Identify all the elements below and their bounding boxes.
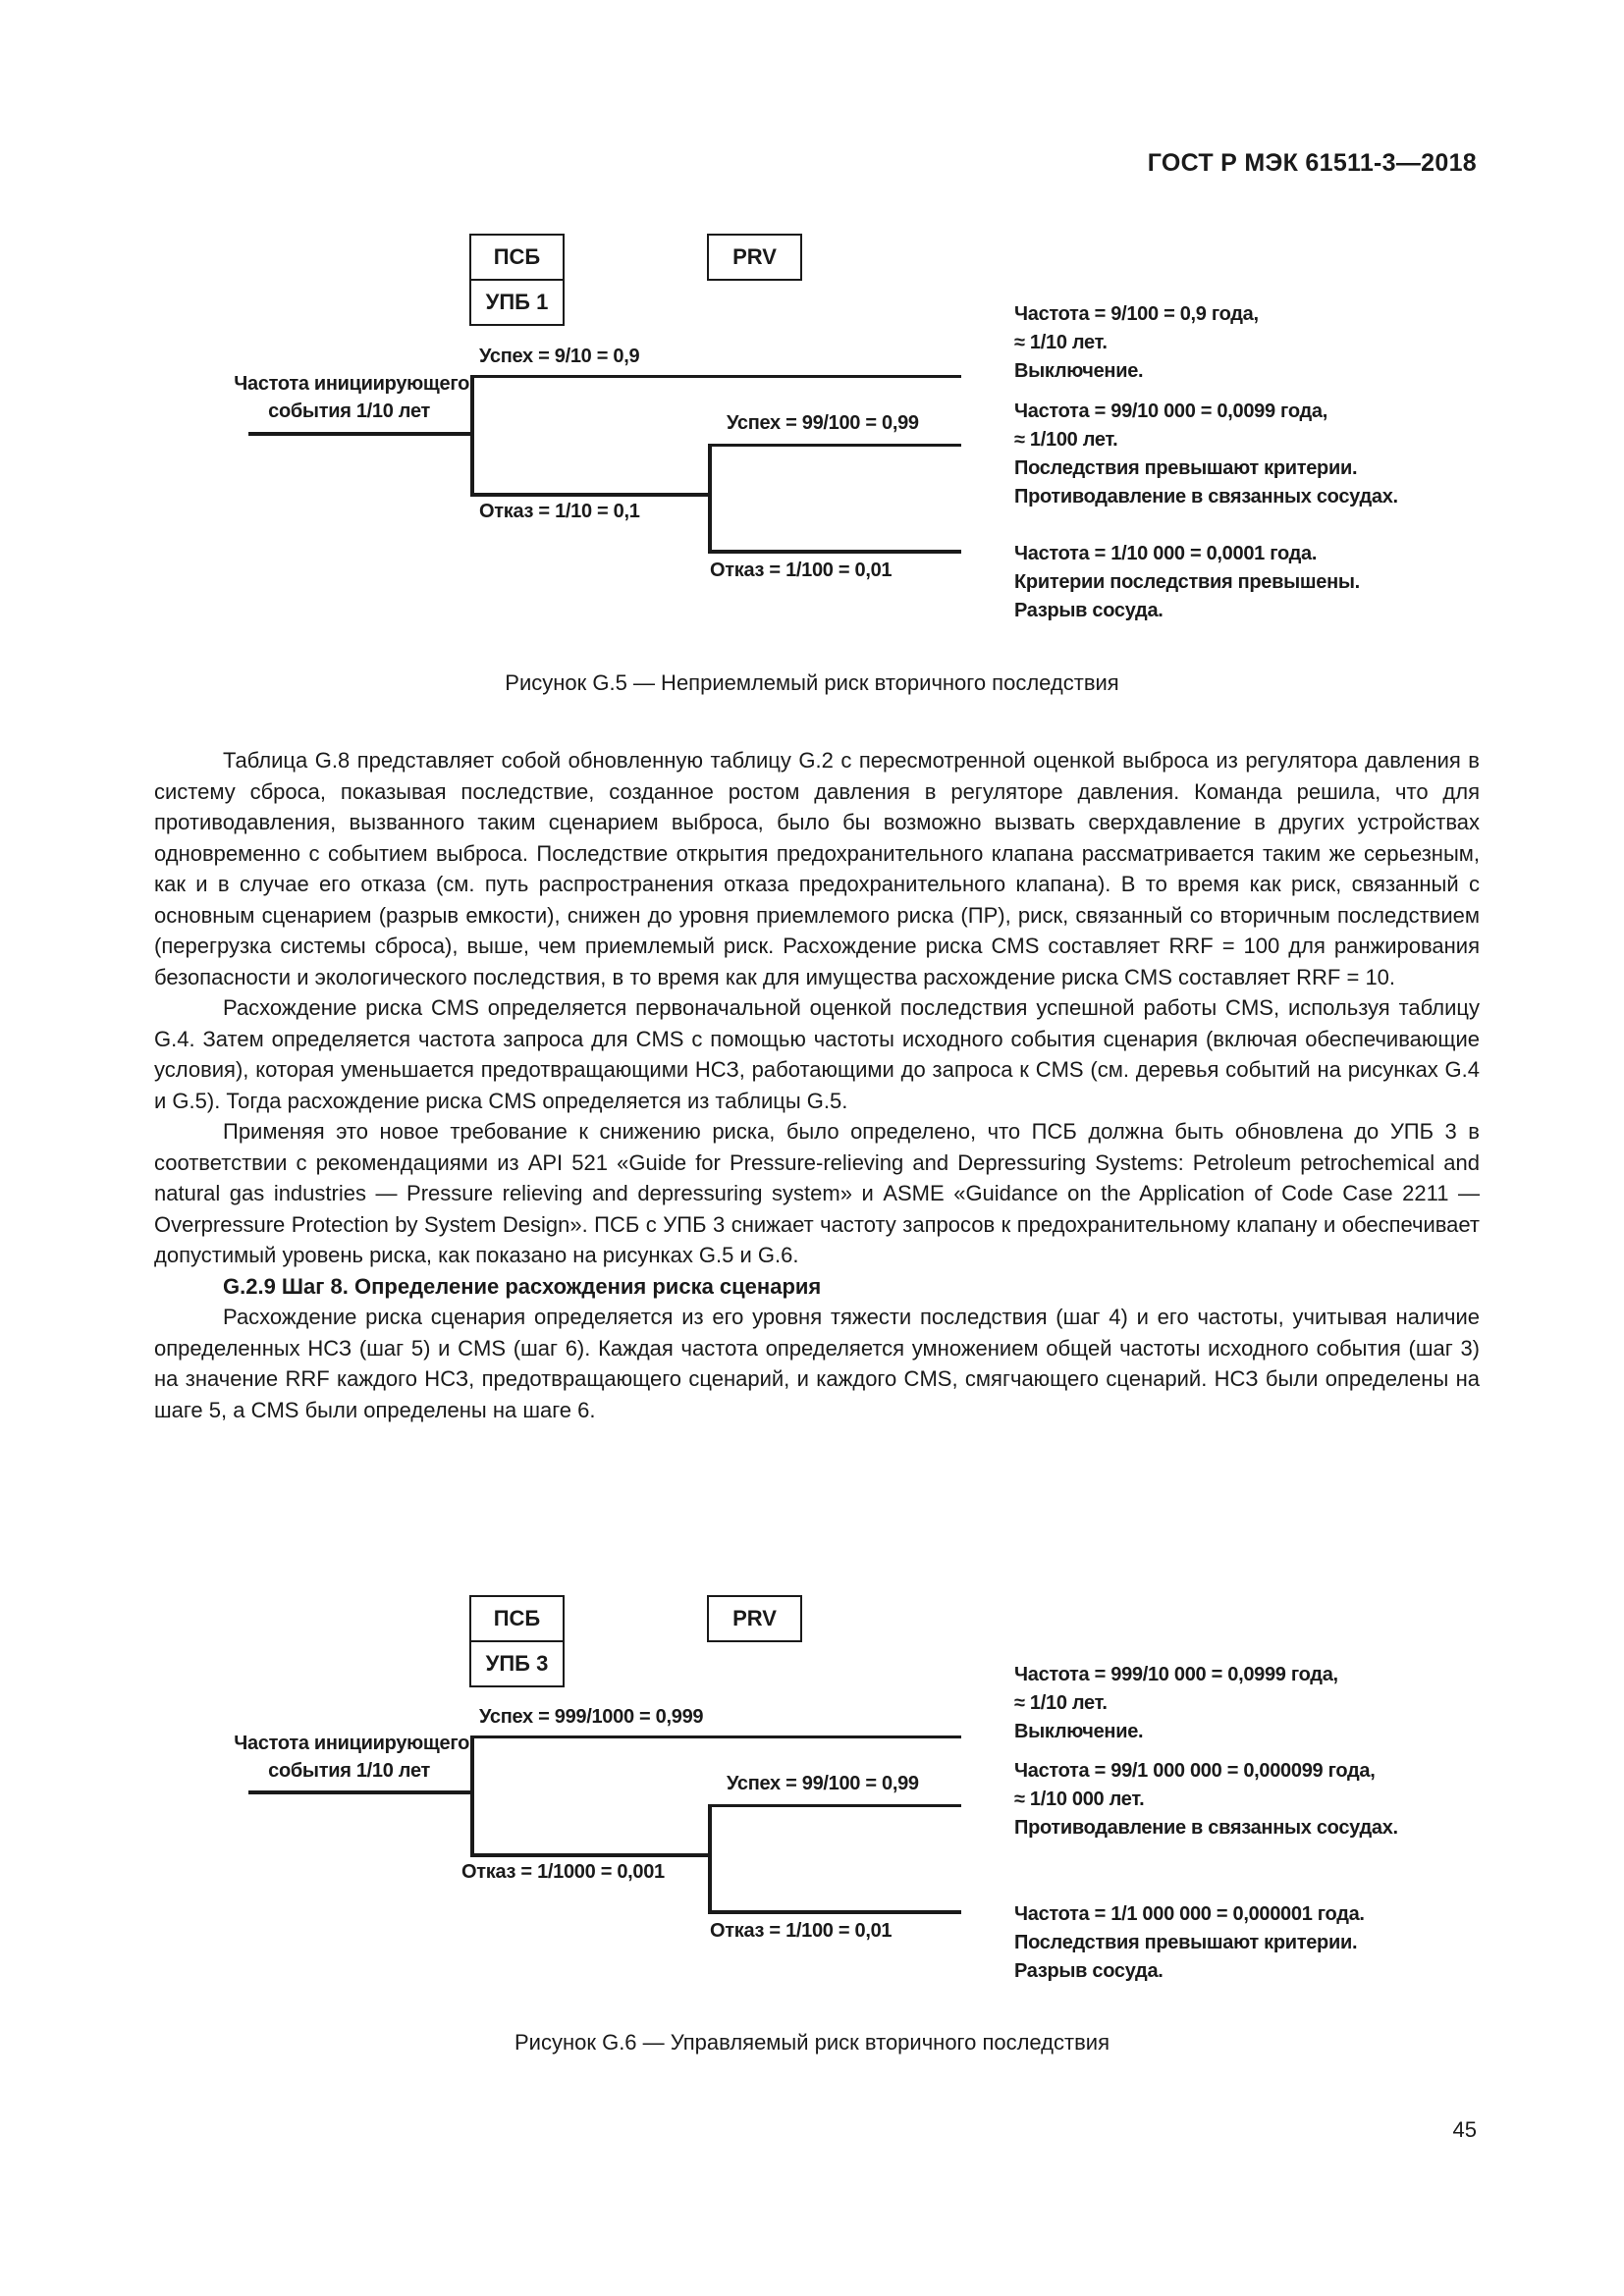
outcome3 bbox=[1014, 1900, 1365, 1986]
outcome3-line: Частота = 1/1 000 000 = 0,000001 года. bbox=[1014, 1903, 1365, 1925]
outcome2-line: Частота = 99/10 000 = 0,0099 года, bbox=[1014, 400, 1327, 422]
page-number: 45 bbox=[1452, 2117, 1477, 2142]
outcome1-line: Выключение. bbox=[1014, 360, 1144, 382]
paragraph: Расхождение риска CMS определяется первоначальной оценкой последствия успешной работы CMS, используя таблицу G.4. Затем определяется частота запроса для CMS с помощью частоты исходного события сценария (включая обеспечивающие условия), которая уменьшается предотвращающими НСЗ, работающими до запроса к CMS (см. деревья событий на рисунках G.4 и G.5). Тогда расхождение риска CMS определяется из таблицы G.5. bbox=[154, 995, 1480, 1113]
failure2-label: Отказ = 1/100 = 0,01 bbox=[710, 560, 893, 581]
failure2-label: Отказ = 1/100 = 0,01 bbox=[710, 1920, 893, 1942]
outcome3-line: Частота = 1/10 000 = 0,0001 года. bbox=[1014, 543, 1318, 564]
outcome1-line: Частота = 999/10 000 = 0,0999 года, bbox=[1014, 1664, 1338, 1685]
paragraph: Таблица G.8 представляет собой обновленную таблицу G.2 с пересмотренной оценкой выброса из регулятора давления в систему сброса, показывая последствие, созданное ростом давления в регуляторе давления. Команда решила, что для противодавления, вызванного таким сценарием выброса, было бы возможно вызвать сверхдавление в других устройствах одновременно с событием выброса. Последствие открытия предохранительного клапана рассматривается таким же серьезным, как и в случае его отказа (см. путь распространения отказа предохранительного клапана). В то время как риск, связанный с основным сценарием (разрыв емкости), снижен до уровня приемлемого риска (ПР), риск, связанный со вторичным последствием (перегрузка системы сброса), выше, чем приемлемый риск. Расхождение риска CMS составляет RRF = 100 для ранжирования безопасности и экологического последствия, в то время как для имущества расхождение риска CMS составляет RRF = 10. bbox=[154, 748, 1480, 989]
prv-box: PRV bbox=[707, 234, 802, 281]
success1-line bbox=[470, 1735, 961, 1738]
paragraph: Расхождение риска сценария определяется из его уровня тяжести последствия (шаг 4) и его частоты, учитывая наличие определенных НСЗ (шаг 5) и CMS (шаг 6). Каждая частота определяется умножением общей частоты исходного события (шаг 3) на значение RRF каждого НСЗ, предотвращающего сценарий, и каждого CMS, смягчающего сценарий. НСЗ были определены на шаге 5, а CMS были определены на шаге 6. bbox=[154, 1305, 1480, 1422]
outcome2 bbox=[1014, 1757, 1398, 1842]
outcome1-line: ≈ 1/10 лет. bbox=[1014, 332, 1108, 353]
figure-g6-caption: Рисунок G.6 — Управляемый риск вторичного последствия bbox=[514, 2030, 1110, 2055]
psb-box: ПСБ bbox=[469, 234, 565, 281]
failure2-line bbox=[708, 1910, 961, 1914]
outcome1-line: Частота = 9/100 = 0,9 года, bbox=[1014, 303, 1259, 325]
outcome2-line: ≈ 1/10 000 лет. bbox=[1014, 1789, 1145, 1810]
outcome2-line: Частота = 99/1 000 000 = 0,000099 года, bbox=[1014, 1760, 1376, 1782]
success1-label: Успех = 999/1000 = 0,999 bbox=[479, 1706, 704, 1728]
upb-box: УПБ 3 bbox=[469, 1640, 565, 1687]
initiating-event-label-line2: события 1/10 лет bbox=[268, 1760, 430, 1782]
outcome2-line: Последствия превышают критерии. bbox=[1014, 457, 1358, 479]
outcome2-line: ≈ 1/100 лет. bbox=[1014, 429, 1118, 451]
outcome1-line: ≈ 1/10 лет. bbox=[1014, 1692, 1108, 1714]
outcome3-line: Разрыв сосуда. bbox=[1014, 1960, 1164, 1982]
outcome1 bbox=[1014, 1661, 1338, 1746]
failure1-label: Отказ = 1/10 = 0,1 bbox=[479, 501, 640, 522]
failure1-line bbox=[470, 1853, 712, 1857]
document-header: ГОСТ Р МЭК 61511-3—2018 bbox=[1147, 149, 1477, 177]
outcome1-line: Выключение. bbox=[1014, 1721, 1144, 1742]
upb-box: УПБ 1 bbox=[469, 279, 565, 326]
outcome2-line: Противодавление в связанных сосудах. bbox=[1014, 1817, 1398, 1839]
initiating-event-label-line1: Частота инициирующего bbox=[234, 1733, 469, 1754]
outcome3-line: Последствия превышают критерии. bbox=[1014, 1932, 1358, 1953]
paragraph: Применяя это новое требование к снижению риска, было определено, что ПСБ должна быть обновлена до УПБ 3 в соответствии с рекомендациями из API 521 «Guide for Pressure-relieving and Depressuring Systems: Petroleum petrochemical and natural gas industries — Pressure relieving and depressuring system» и ASME «Guidance on the Application of Code Case 2211 — Overpressure Protection by System Design». ПСБ с УПБ 3 снижает частоту запросов к предохранительному клапану и обеспечивает допустимый уровень риска, как показано на рисунках G.5 и G.6. bbox=[154, 1119, 1480, 1267]
outcome3-line: Разрыв сосуда. bbox=[1014, 600, 1164, 621]
success2-label: Успех = 99/100 = 0,99 bbox=[727, 412, 919, 434]
psb-box: ПСБ bbox=[469, 1595, 565, 1642]
section-heading: G.2.9 Шаг 8. Определение расхождения риска сценария bbox=[223, 1273, 822, 1299]
success2-label: Успех = 99/100 = 0,99 bbox=[727, 1773, 919, 1794]
success1-label: Успех = 9/10 = 0,9 bbox=[479, 346, 640, 367]
initiating-event-label-line1: Частота инициирующего bbox=[234, 373, 469, 395]
success2-line bbox=[708, 1804, 961, 1807]
initiating-line bbox=[248, 1790, 474, 1794]
initiating-event-label-line2: события 1/10 лет bbox=[268, 400, 430, 422]
prv-box: PRV bbox=[707, 1595, 802, 1642]
outcome3-line: Критерии последствия превышены. bbox=[1014, 571, 1360, 593]
outcome2-line: Противодавление в связанных сосудах. bbox=[1014, 486, 1398, 507]
figure-g5-caption: Рисунок G.5 — Неприемлемый риск вторичного последствия bbox=[505, 670, 1119, 695]
branch1-vertical bbox=[470, 1735, 474, 1857]
branch2-vertical bbox=[708, 1804, 712, 1914]
failure1-label: Отказ = 1/1000 = 0,001 bbox=[461, 1861, 665, 1883]
